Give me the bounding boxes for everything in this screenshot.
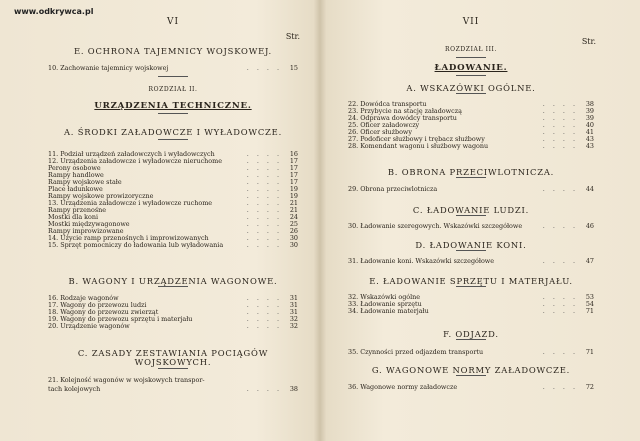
toc-entry-title: Place ładunkowe: [48, 185, 103, 193]
leader-dots: . . . .: [246, 206, 282, 214]
toc-entry-page: 17: [289, 171, 298, 179]
toc-entry-page: 25: [289, 220, 298, 228]
toc-entry: [48, 376, 298, 384]
toc-entry-page: 17: [289, 157, 298, 165]
leader-dots: . . . .: [542, 293, 578, 301]
toc-entry-title: 10. Zachowanie tajemnicy wojskowej: [48, 64, 169, 72]
divider: [456, 177, 486, 178]
toc-entry-title: Mostki międzywagonowe: [48, 220, 130, 228]
toc-entry-page: 72: [585, 383, 594, 391]
toc-entry-title: 28. Komendant wagonu i służbowy wagonu: [348, 142, 489, 150]
divider: [456, 286, 486, 287]
toc-entry-title: 20. Urządzenie wagonów: [48, 322, 130, 330]
page-number: VII: [462, 17, 480, 27]
leader-dots: . . . .: [542, 348, 578, 356]
leader-dots: . . . .: [246, 301, 282, 309]
section-heading: C. ZASADY ZESTAWIANIA POCIĄGÓW: [77, 348, 269, 358]
divider: [456, 250, 486, 251]
toc-entry-title: 34. Ładowanie materjału: [348, 307, 429, 315]
leader-dots: . . . .: [246, 294, 282, 302]
toc-entry-title: 16. Rodzaje wagonów: [48, 294, 119, 302]
toc-entry-title: 14. Użycie ramp przenośnych i improwizowanych: [48, 234, 209, 242]
toc-entry-page: 16: [289, 150, 298, 158]
toc-entry-title: 32. Wskazówki ogólne: [348, 293, 421, 301]
toc-entry-title: 18. Wagony do przewozu zwierząt: [48, 308, 159, 316]
toc-entry-title: 11. Podział urządzeń załadowczych i wyładowczych: [48, 150, 215, 158]
toc-entry: [348, 307, 594, 315]
toc-entry-title: 27. Podoficer służbowy i trębacz służbowy: [348, 135, 485, 143]
toc-entry-page: 32: [289, 322, 298, 330]
toc-entry-title: 13. Urządzenia załadowcze i wyładowcze ruchome: [48, 199, 213, 207]
section-heading: URZĄDZENIA TECHNICZNE.: [94, 101, 252, 111]
toc-entry-page: 39: [585, 114, 594, 122]
leader-dots: . . . .: [542, 121, 578, 129]
toc-entry-page: 43: [585, 142, 594, 150]
leader-dots: . . . .: [246, 213, 282, 221]
toc-entry-page: 21: [289, 199, 298, 207]
divider: [158, 139, 188, 140]
leader-dots: . . . .: [246, 164, 282, 172]
toc-entry-title: 15. Sprzęt pomocniczy do ładowania lub wyładowania: [48, 241, 224, 249]
toc-entry-page: 31: [289, 294, 298, 302]
toc-entry-page: 19: [289, 192, 298, 200]
leader-dots: . . . .: [246, 385, 282, 393]
leader-dots: . . . .: [246, 308, 282, 316]
leader-dots: . . . .: [246, 171, 282, 179]
section-heading: ROZDZIAŁ III.: [444, 46, 498, 53]
toc-entry-page: 26: [289, 227, 298, 235]
toc-entry-title: 26. Oficer służbowy: [348, 128, 412, 136]
toc-entry-title: Rampy improwizowane: [48, 227, 124, 235]
toc-entry-page: 54: [585, 300, 594, 308]
toc-entry-page: 31: [289, 301, 298, 309]
toc-entry-page: 38: [585, 100, 594, 108]
toc-entry-page: 39: [585, 107, 594, 115]
toc-entry-title: 31. Ładowanie koni. Wskazówki szczegółowe: [348, 257, 495, 265]
leader-dots: . . . .: [246, 234, 282, 242]
toc-entry: [348, 142, 594, 150]
section-heading: F. ODJAZD.: [443, 329, 499, 339]
toc-entry: [48, 64, 298, 72]
toc-entry: [348, 222, 594, 230]
toc-entry-title: Perony osobowe: [48, 164, 101, 172]
leader-dots: . . . .: [246, 220, 282, 228]
divider: [158, 286, 188, 287]
toc-entry-title: 36. Wagonowe normy załadowcze: [348, 383, 458, 391]
left-page: [48, 0, 298, 441]
divider: [158, 76, 188, 77]
leader-dots: . . . .: [542, 257, 578, 265]
toc-entry-page: 41: [585, 128, 594, 136]
toc-entry-title: 19. Wagony do przewozu sprzętu i materjału: [48, 315, 193, 323]
toc-entry-page: 30: [289, 234, 298, 242]
leader-dots: . . . .: [542, 107, 578, 115]
leader-dots: . . . .: [246, 227, 282, 235]
leader-dots: . . . .: [542, 135, 578, 143]
toc-entry-page: 53: [585, 293, 594, 301]
toc-entry-title: 22. Dowódca transportu: [348, 100, 427, 108]
section-heading: D. ŁADOWANIE KONI.: [415, 240, 527, 250]
toc-entry-title: tach kolejowych: [48, 385, 101, 393]
toc-entry-page: 71: [585, 307, 594, 315]
divider: [456, 75, 486, 76]
toc-entry-page: 44: [585, 185, 594, 193]
leader-dots: . . . .: [246, 241, 282, 249]
leader-dots: . . . .: [542, 307, 578, 315]
divider: [456, 215, 486, 216]
section-heading: A. WSKAZÓWKI OGÓLNE.: [406, 83, 536, 93]
toc-entry-title: 29. Obrona przeciwlotnicza: [348, 185, 438, 193]
watermark: www.odkrywca.pl: [14, 7, 94, 16]
leader-dots: . . . .: [246, 199, 282, 207]
toc-entry-title: Rampy przenośne: [48, 206, 106, 214]
toc-entry: [48, 385, 298, 393]
section-heading: E. ŁADOWANIE SPRZĘTU I MATERJAŁU.: [369, 276, 573, 286]
section-heading: ŁADOWANIE.: [434, 63, 508, 73]
divider: [158, 368, 188, 369]
leader-dots: . . . .: [246, 150, 282, 158]
leader-dots: . . . .: [246, 157, 282, 165]
toc-entry-page: 46: [585, 222, 594, 230]
section-heading: C. ŁADOWANIE LUDZI.: [412, 205, 530, 215]
toc-entry-page: 71: [585, 348, 594, 356]
leader-dots: . . . .: [246, 322, 282, 330]
toc-entry: [348, 348, 594, 356]
divider: [158, 113, 188, 114]
leader-dots: . . . .: [246, 64, 282, 72]
right-page: [348, 0, 594, 441]
toc-entry-title: 35. Czynności przed odjazdem transportu: [348, 348, 484, 356]
leader-dots: . . . .: [542, 383, 578, 391]
toc-entry-page: 32: [289, 315, 298, 323]
toc-entry-title: 12. Urządzenia załadowcze i wyładowcze nieruchome: [48, 157, 222, 165]
section-heading: ROZDZIAŁ II.: [148, 86, 198, 93]
divider: [456, 57, 486, 58]
leader-dots: . . . .: [246, 192, 282, 200]
toc-entry-title: 33. Ładowanie sprzętu: [348, 300, 422, 308]
toc-entry-title: Rampy wojskowe stałe: [48, 178, 122, 186]
divider: [456, 339, 486, 340]
leader-dots: . . . .: [246, 185, 282, 193]
section-heading: B. OBRONA PRZECIWLOTNICZA.: [387, 167, 555, 177]
toc-entry-page: 17: [289, 164, 298, 172]
toc-entry-page: 47: [585, 257, 594, 265]
section-heading: E. OCHRONA TAJEMNICY WOJSKOWEJ.: [73, 46, 273, 56]
toc-entry-page: 30: [289, 241, 298, 249]
leader-dots: . . . .: [542, 222, 578, 230]
leader-dots: . . . .: [542, 142, 578, 150]
page-number: VI: [166, 17, 180, 27]
toc-entry: [348, 257, 594, 265]
toc-entry-page: 15: [289, 64, 298, 72]
toc-entry-page: 40: [585, 121, 594, 129]
toc-entry-page: 43: [585, 135, 594, 143]
toc-entry-title: 30. Ładowanie szeregowych. Wskazówki szczegółowe: [348, 222, 523, 230]
toc-entry-title: 25. Oficer załadowczy: [348, 121, 420, 129]
leader-dots: . . . .: [542, 128, 578, 136]
divider: [456, 375, 486, 376]
toc-entry-title: 24. Odprawa dowódcy transportu: [348, 114, 457, 122]
str-label: Str.: [581, 37, 596, 46]
toc-entry-page: 17: [289, 178, 298, 186]
toc-entry: [348, 383, 594, 391]
toc-entry-title: Rampy handlowe: [48, 171, 104, 179]
toc-entry: [48, 322, 298, 330]
section-heading: B. WAGONY I URZĄDZENIA WAGONOWE.: [68, 276, 278, 286]
toc-entry-title: 23. Przybycie na stację załadowczą: [348, 107, 462, 115]
str-label: Str.: [285, 32, 300, 41]
toc-entry-title: Mostki dla koni: [48, 213, 99, 221]
leader-dots: . . . .: [246, 178, 282, 186]
leader-dots: . . . .: [246, 315, 282, 323]
toc-entry-page: 31: [289, 308, 298, 316]
leader-dots: . . . .: [542, 100, 578, 108]
toc-entry: [48, 241, 298, 249]
toc-entry-page: 21: [289, 206, 298, 214]
toc-entry-title: 17. Wagony do przewozu ludzi: [48, 301, 147, 309]
section-heading: WOJSKOWYCH.: [134, 357, 212, 367]
toc-entry-page: 19: [289, 185, 298, 193]
leader-dots: . . . .: [542, 114, 578, 122]
toc-entry-title: 21. Kolejność wagonów w wojskowych transpor-: [48, 376, 205, 384]
toc-entry-title: Rampy wojskowe prowizoryczne: [48, 192, 154, 200]
toc-entry-page: 24: [289, 213, 298, 221]
leader-dots: . . . .: [542, 300, 578, 308]
toc-entry: [348, 185, 594, 193]
toc-entry-page: 38: [289, 385, 298, 393]
section-heading: G. WAGONOWE NORMY ZAŁADOWCZE.: [371, 365, 571, 375]
leader-dots: . . . .: [542, 185, 578, 193]
section-heading: A. ŚRODKI ZAŁADOWCZE I WYŁADOWCZE.: [63, 127, 283, 137]
divider: [456, 93, 486, 94]
